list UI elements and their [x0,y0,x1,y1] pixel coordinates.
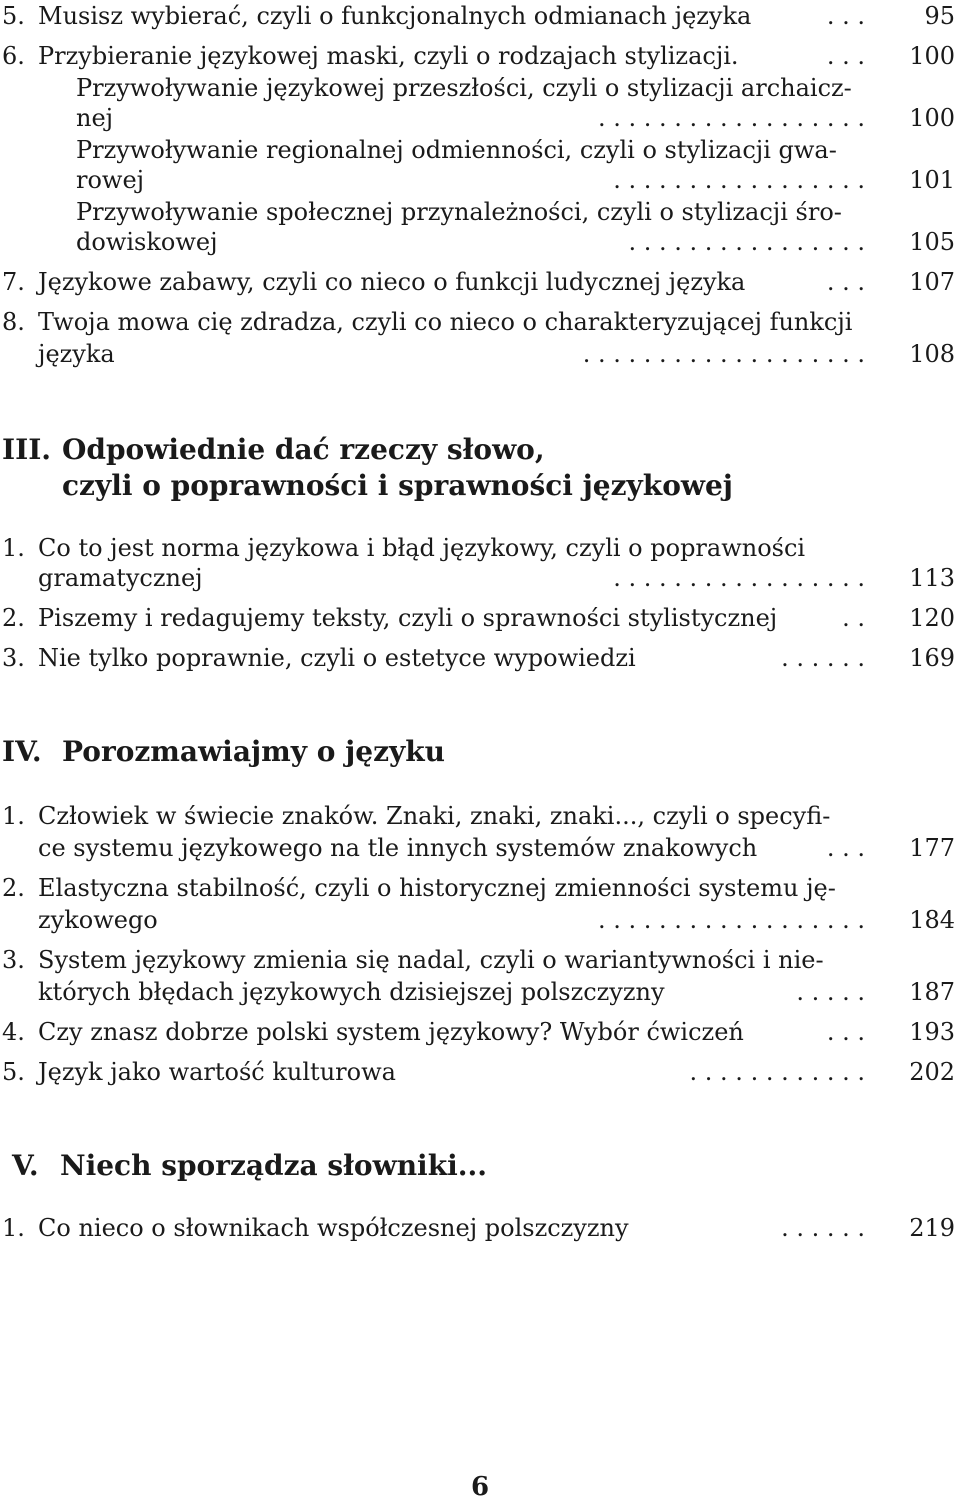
entry-title: Język jako wartość kulturowa [38,1058,396,1086]
toc-subentry[interactable] [0,134,955,166]
toc-entry[interactable] [0,306,955,338]
section-roman: IV. [2,735,42,768]
page-number-footer: 6 [470,1472,490,1502]
entry-page: 105 [909,228,955,256]
section-heading[interactable] [10,1148,950,1184]
entry-number: 4. [2,1018,25,1046]
entry-page: 169 [909,644,955,672]
leader-dots: . . [842,604,865,632]
section-heading-cont[interactable] [0,468,960,504]
leader-dots: . . . . . . . . . . . . [689,1058,865,1086]
entry-page: 177 [909,834,955,862]
leader-dots: . . . . . . . . . . . . . . . . . . [597,104,865,132]
section-roman: III. [2,433,52,466]
entry-title-cont: dowiskowej [76,228,218,256]
toc-entry[interactable] [0,602,955,634]
entry-page: 187 [909,978,955,1006]
entry-page: 108 [909,340,955,368]
entry-title-cont: rowej [76,166,145,194]
section-heading[interactable] [0,734,960,770]
leader-dots: . . . . . . . . . . . . . . . . . [613,564,865,592]
entry-title-cont: zykowego [38,906,158,934]
leader-dots: . . . . . . . . . . . . . . . . . . . [582,340,865,368]
leader-dots: . . . [826,2,865,30]
entry-title: Przywoływanie regionalnej odmienności, czyli o stylizacji gwa- [76,136,837,164]
section-roman: V. [12,1149,39,1182]
entry-title: Musisz wybierać, czyli o funkcjonalnych odmianach języka [38,2,752,30]
entry-title: System językowy zmienia się nadal, czyli o wariantywności i nie- [38,946,824,974]
entry-number: 5. [2,2,25,30]
toc-entry[interactable] [0,532,955,564]
entry-title: Co to jest norma językowa i błąd językowy, czyli o poprawności [38,534,806,562]
toc-entry-cont[interactable] [0,832,955,864]
entry-title: Piszemy i redagujemy teksty, czyli o sprawności stylistycznej [38,604,778,632]
entry-title: Twoja mowa cię zdradza, czyli co nieco o charakteryzującej funkcji [38,308,853,336]
entry-title-cont: gramatycznej [38,564,203,592]
entry-page: 202 [909,1058,955,1086]
entry-title: Nie tylko poprawnie, czyli o estetyce wypowiedzi [38,644,636,672]
entry-number: 8. [2,308,25,336]
entry-number: 1. [2,802,25,830]
entry-number: 1. [2,1214,25,1242]
entry-number: 1. [2,534,25,562]
leader-dots: . . . . . . . . . . . . . . . . . . [597,906,865,934]
toc-entry[interactable] [0,800,955,832]
leader-dots: . . . [826,268,865,296]
leader-dots: . . . [826,42,865,70]
entry-number: 5. [2,1058,25,1086]
section-title: Porozmawiajmy o języku [62,735,446,768]
entry-page: 193 [909,1018,955,1046]
entry-title-cont: nej [76,104,114,132]
entry-title-cont: których błędach językowych dzisiejszej polszczyzny [38,978,665,1006]
toc-entry[interactable] [0,40,955,72]
entry-title: Przywoływanie społecznej przynależności, czyli o stylizacji śro- [76,198,842,226]
entry-number: 3. [2,946,25,974]
toc-entry[interactable] [0,872,955,904]
section-title: Niech sporządza słowniki... [60,1149,487,1182]
entry-title: Językowe zabawy, czyli co nieco o funkcji ludycznej języka [38,268,746,296]
entry-page: 95 [924,2,955,30]
entry-page: 113 [909,564,955,592]
entry-number: 2. [2,874,25,902]
leader-dots: . . . [826,834,865,862]
entry-number: 3. [2,644,25,672]
toc-entry[interactable] [0,642,955,674]
entry-title-cont: języka [38,340,115,368]
toc-subentry[interactable] [0,72,955,104]
toc-entry[interactable] [0,1016,955,1048]
entry-title: Elastyczna stabilność, czyli o historycznej zmienności systemu ję- [38,874,836,902]
toc-entry-cont[interactable] [0,976,955,1008]
entry-title: Przybieranie językowej maski, czyli o rodzajach stylizacji. [38,42,739,70]
toc-subentry-cont[interactable] [0,102,955,134]
entry-number: 2. [2,604,25,632]
toc-entry[interactable] [0,944,955,976]
entry-title-cont: ce systemu językowego na tle innych systemów znakowych [38,834,758,862]
entry-page: 100 [909,42,955,70]
toc-entry-cont[interactable] [0,904,955,936]
toc-entry[interactable] [0,0,955,32]
leader-dots: . . . [826,1018,865,1046]
leader-dots: . . . . . [796,978,865,1006]
toc-entry[interactable] [0,1212,955,1244]
entry-page: 100 [909,104,955,132]
toc-subentry-cont[interactable] [0,226,955,258]
entry-page: 120 [909,604,955,632]
toc-subentry-cont[interactable] [0,164,955,196]
entry-title: Czy znasz dobrze polski system językowy? Wybór ćwiczeń [38,1018,744,1046]
entry-title: Człowiek w świecie znaków. Znaki, znaki, znaki..., czyli o specyfi- [38,802,831,830]
entry-number: 7. [2,268,25,296]
toc-entry[interactable] [0,266,955,298]
entry-page: 107 [909,268,955,296]
entry-page: 184 [909,906,955,934]
toc-entry[interactable] [0,1056,955,1088]
section-title-cont: czyli o poprawności i sprawności językowej [62,469,733,502]
entry-page: 101 [909,166,955,194]
entry-page: 219 [909,1214,955,1242]
entry-number: 6. [2,42,25,70]
entry-title: Co nieco o słownikach współczesnej polszczyzny [38,1214,629,1242]
leader-dots: . . . . . . [781,1214,865,1242]
section-title: Odpowiednie dać rzeczy słowo, [62,433,545,466]
leader-dots: . . . . . . . . . . . . . . . . [628,228,865,256]
leader-dots: . . . . . . . . . . . . . . . . . [613,166,865,194]
section-heading[interactable] [0,432,960,468]
toc-entry-cont[interactable] [0,338,955,370]
entry-title: Przywoływanie językowej przeszłości, czyli o stylizacji archaicz- [76,74,852,102]
toc-subentry[interactable] [0,196,955,228]
toc-entry-cont[interactable] [0,562,955,594]
leader-dots: . . . . . . [781,644,865,672]
